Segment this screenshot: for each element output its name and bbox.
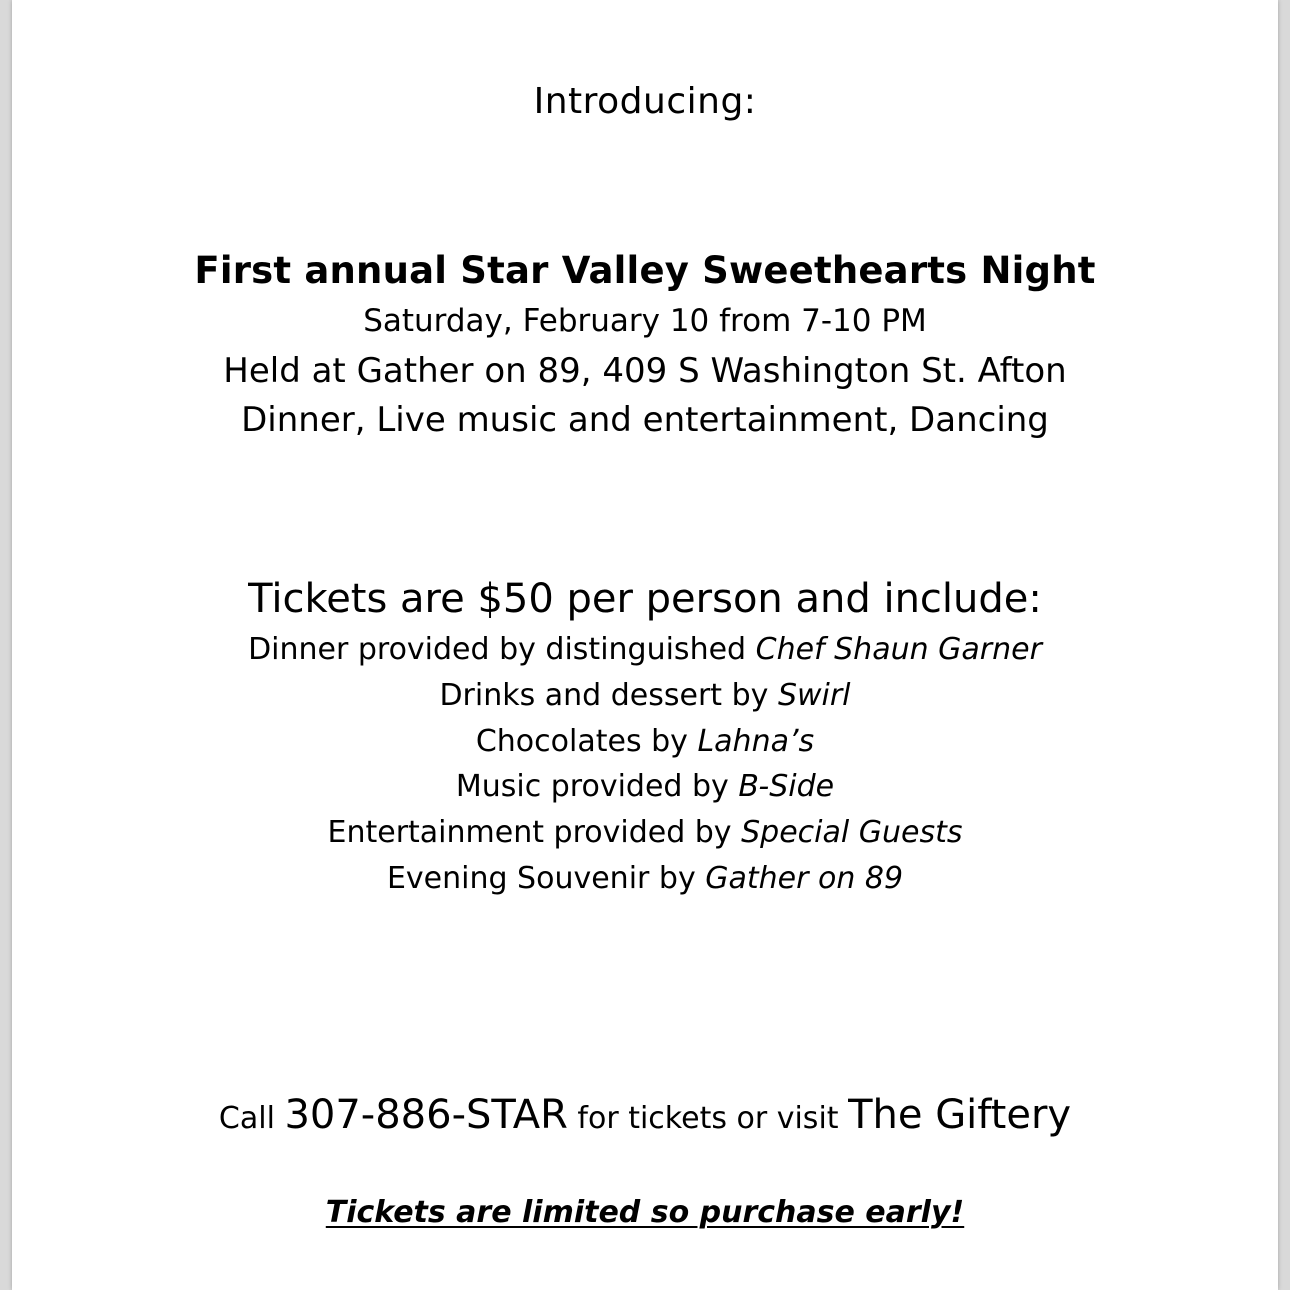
include-text: Evening Souvenir by [386, 861, 706, 896]
include-provider: Special Guests [741, 815, 963, 850]
event-date-time: Saturday, February 10 from 7-10 PM [363, 303, 927, 339]
include-item-chocolates [12, 724, 1278, 759]
include-text: Chocolates by [475, 724, 698, 759]
include-provider: Gather on 89 [705, 861, 904, 896]
include-provider: B-Side [738, 769, 835, 804]
include-provider: Chef Shaun Garner [755, 632, 1042, 667]
event-venue: Held at Gather on 89, 409 S Washington St. Afton [223, 351, 1067, 391]
include-provider: Lahna’s [697, 724, 815, 759]
flyer-page [12, 0, 1278, 1290]
include-item-music [12, 769, 1278, 804]
include-item-drinks [12, 678, 1278, 713]
event-title: First annual Star Valley Sweethearts Night [194, 249, 1096, 292]
include-text: Music provided by [455, 769, 739, 804]
include-item-souvenir [12, 861, 1278, 896]
call-middle: for tickets or visit [567, 1101, 849, 1136]
call-prefix: Call [218, 1101, 285, 1136]
event-features: Dinner, Live music and entertainment, Dancing [241, 400, 1049, 440]
include-text: Entertainment provided by [327, 815, 742, 850]
include-item-entertainment [12, 815, 1278, 850]
include-text: Dinner provided by distinguished [248, 632, 756, 667]
limited-notice-line [12, 1195, 1278, 1230]
call-to-action [12, 1092, 1278, 1138]
include-item-dinner [12, 632, 1278, 667]
tickets-heading: Tickets are $50 per person and include: [248, 576, 1042, 622]
limited-notice: Tickets are limited so purchase early! [325, 1195, 965, 1230]
include-text: Drinks and dessert by [439, 678, 778, 713]
include-provider: Swirl [777, 678, 851, 713]
phone-number: 307-886-STAR [284, 1092, 568, 1138]
intro-text: Introducing: [533, 81, 757, 122]
store-name: The Giftery [848, 1092, 1072, 1138]
